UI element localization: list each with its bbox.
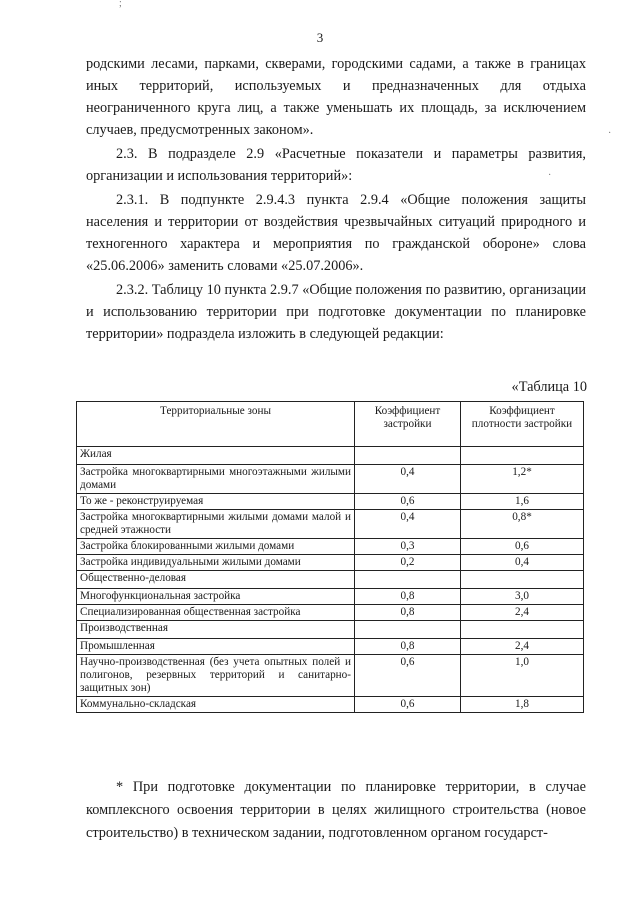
- density-coefficient-cell: [461, 447, 584, 465]
- paragraph-continuation: родскими лесами, парками, скверами, городскими садами, а также в границах иных территорий, используемых и предназначенных для отдыха неограниченного круга лиц, а также уменьшать их площадь, за исключением случаев, предусмотренных законом».: [86, 56, 586, 138]
- build-coefficient-cell: [355, 571, 461, 589]
- table-body: [77, 447, 584, 713]
- build-coefficient-cell: 0,4: [355, 465, 461, 494]
- table-row: [77, 539, 584, 555]
- zone-cell: Застройка блокированными жилыми домами: [77, 539, 355, 555]
- density-coefficient-cell: 2,4: [461, 639, 584, 655]
- coefficients-table: [76, 401, 584, 713]
- zone-cell: Жилая: [77, 447, 355, 465]
- table-row: [77, 494, 584, 510]
- build-coefficient-cell: 0,8: [355, 605, 461, 621]
- build-coefficient-cell: 0,8: [355, 639, 461, 655]
- build-coefficient-cell: [355, 447, 461, 465]
- zone-cell: Коммунально-складская: [77, 697, 355, 713]
- header-build-coefficient: Коэффициент застройки: [355, 402, 461, 447]
- density-coefficient-cell: 0,8*: [461, 510, 584, 539]
- zone-cell: То же - реконструируемая: [77, 494, 355, 510]
- density-coefficient-cell: 1,6: [461, 494, 584, 510]
- density-coefficient-cell: [461, 571, 584, 589]
- table-header-row: [77, 402, 584, 447]
- density-coefficient-cell: 0,6: [461, 539, 584, 555]
- paragraph-2-3-1: 2.3.1. В подпункте 2.9.4.3 пункта 2.9.4 «Общие положения защиты населения и территории от воздействия чрезвычайных ситуаций природного и техногенного характера и мероприятия по гражданской обороне» слова «25.06.2006» заменить словами «25.07.2006».: [86, 192, 586, 274]
- table-row: [77, 697, 584, 713]
- build-coefficient-cell: 0,2: [355, 555, 461, 571]
- table-row: [77, 639, 584, 655]
- footnote: * При подготовке документации по планировке территории, в случае комплексного освоения территории в целях жилищного строительства (новое строительство) в техническом задании, подготовленном органом государст-: [86, 779, 586, 841]
- build-coefficient-cell: 0,8: [355, 589, 461, 605]
- paragraph-2-3-2: 2.3.2. Таблицу 10 пункта 2.9.7 «Общие положения по развитию, организации и использованию территории при подготовке документации по планировке территории» подраздела изложить в следующей редакции:: [86, 282, 586, 342]
- zone-cell: Многофункциональная застройка: [77, 589, 355, 605]
- zone-cell: Застройка многоквартирными многоэтажными жилыми домами: [77, 465, 355, 494]
- table-caption: «Таблица 10: [511, 379, 587, 395]
- scan-mark: ·: [608, 128, 612, 139]
- page-number: 3: [316, 30, 324, 45]
- table-group-row: [77, 447, 584, 465]
- zone-cell: Научно-производственная (без учета опытных полей и полигонов, резервных территорий и санитарно-защитных зон): [77, 655, 355, 697]
- table-group-row: [77, 571, 584, 589]
- zone-cell: Застройка многоквартирными жилыми домами малой и средней этажности: [77, 510, 355, 539]
- table-row: [77, 589, 584, 605]
- zone-cell: Застройка индивидуальными жилыми домами: [77, 555, 355, 571]
- paragraph-2-3: 2.3. В подразделе 2.9 «Расчетные показатели и параметры развития, организации и использования территорий»:: [86, 146, 586, 184]
- density-coefficient-cell: 1,2*: [461, 465, 584, 494]
- density-coefficient-cell: 3,0: [461, 589, 584, 605]
- header-zones: Территориальные зоны: [77, 402, 355, 447]
- zone-cell: Производственная: [77, 621, 355, 639]
- build-coefficient-cell: 0,6: [355, 655, 461, 697]
- build-coefficient-cell: 0,3: [355, 539, 461, 555]
- scan-mark: ·: [548, 170, 552, 181]
- build-coefficient-cell: 0,4: [355, 510, 461, 539]
- scan-mark: ;: [119, 0, 122, 9]
- density-coefficient-cell: 1,0: [461, 655, 584, 697]
- table-row: [77, 555, 584, 571]
- zone-cell: Общественно-деловая: [77, 571, 355, 589]
- table-row: [77, 655, 584, 697]
- table-group-row: [77, 621, 584, 639]
- build-coefficient-cell: [355, 621, 461, 639]
- build-coefficient-cell: 0,6: [355, 697, 461, 713]
- zone-cell: Специализированная общественная застройка: [77, 605, 355, 621]
- density-coefficient-cell: 2,4: [461, 605, 584, 621]
- density-coefficient-cell: 1,8: [461, 697, 584, 713]
- density-coefficient-cell: 0,4: [461, 555, 584, 571]
- table-row: [77, 465, 584, 494]
- density-coefficient-cell: [461, 621, 584, 639]
- table-row: [77, 605, 584, 621]
- header-density-coefficient: Коэффициент плотности застройки: [461, 402, 584, 447]
- table-row: [77, 510, 584, 539]
- zone-cell: Промышленная: [77, 639, 355, 655]
- body-text-top: [86, 53, 586, 345]
- build-coefficient-cell: 0,6: [355, 494, 461, 510]
